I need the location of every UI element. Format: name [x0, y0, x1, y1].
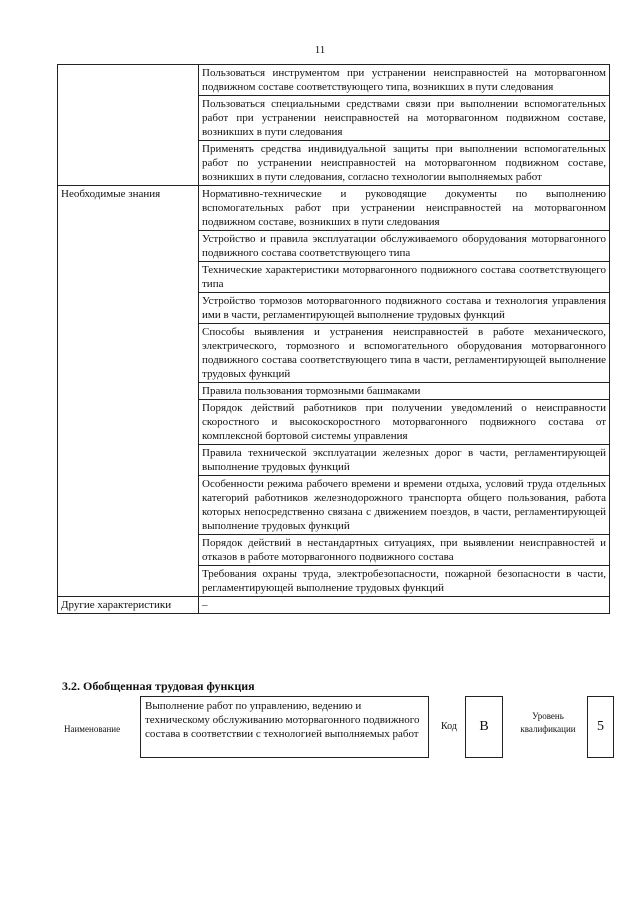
knowledge-cell: Нормативно-технические и руководящие документы по выполнению вспомогательных работ при устранении неисправностей на моторвагонном подвижном составе, возникших в пути следования: [199, 186, 610, 231]
name-value: Выполнение работ по управлению, ведению и техническому обслуживанию моторвагонного подвижного состава в соответствии с технологией выполняемых работ: [140, 696, 429, 758]
section-heading: 3.2. Обобщенная трудовая функция: [62, 679, 255, 693]
knowledge-cell: Технические характеристики моторвагонного подвижного состава соответствующего типа: [199, 262, 610, 293]
code-label: Код: [441, 721, 457, 732]
table-row: [58, 65, 610, 96]
name-label: Наименование: [64, 724, 121, 734]
knowledge-cell: Способы выявления и устранения неисправностей в работе механического, электрического, тормозного и вспомогательного оборудования моторвагонного подвижного состава соответствующего типа в части, регламентирующей выполнение трудовых функций: [199, 324, 610, 383]
level-value: 5: [587, 696, 614, 758]
knowledge-cell: Особенности режима рабочего времени и времени отдыха, условий труда отдельных категорий работников железнодорожного транспорта общего пользования, работа которых непосредственно связана с движением поездов, в части, регламентирующей выполнение трудовых функций: [199, 476, 610, 535]
knowledge-cell: Требования охраны труда, электробезопасности, пожарной безопасности в части, регламентирующей выполнение трудовых функций: [199, 566, 610, 597]
code-value: B: [465, 696, 503, 758]
skill-cell: Пользоваться инструментом при устранении неисправностей на моторвагонном подвижном составе соответствующего типа, возникших в пути следования: [199, 65, 610, 96]
table-row: [58, 186, 610, 231]
other-label: Другие характеристики: [58, 597, 199, 614]
skill-cell: Пользоваться специальными средствами связи при выполнении вспомогательных работ при устранении неисправностей на моторвагонном подвижном составе, возникших в пути следования: [199, 96, 610, 141]
knowledge-cell: Порядок действий в нестандартных ситуациях, при выявлении неисправностей и отказов в работе моторвагонного подвижного состава: [199, 535, 610, 566]
knowledge-cell: Правила технической эксплуатации железных дорог в части, регламентирующей выполнение трудовых функций: [199, 445, 610, 476]
knowledge-cell: Порядок действий работников при получении уведомлений о неисправности скоростного и высокоскоростного моторвагонного подвижного состава от комплексной бортовой системы управления: [199, 400, 610, 445]
requirements-table: [57, 64, 610, 614]
knowledge-label: Необходимые знания: [58, 186, 199, 597]
knowledge-cell: Правила пользования тормозными башмаками: [199, 383, 610, 400]
knowledge-cell: Устройство и правила эксплуатации обслуживаемого оборудования моторвагонного подвижного состава соответствующего типа: [199, 231, 610, 262]
level-label: Уровень квалификации: [520, 711, 576, 734]
table-row: [58, 597, 610, 614]
skill-cell: Применять средства индивидуальной защиты при выполнении вспомогательных работ по устранении неисправностей на моторвагонном подвижном составе, возникших в пути следования, согласно технологии выполняемых работ: [199, 141, 610, 186]
other-value: –: [199, 597, 610, 614]
knowledge-cell: Устройство тормозов моторвагонного подвижного состава и технология управления ими в части, регламентирующей выполнение трудовых функций: [199, 293, 610, 324]
page-number: 11: [314, 44, 326, 56]
skills-label-cell: [58, 65, 199, 186]
